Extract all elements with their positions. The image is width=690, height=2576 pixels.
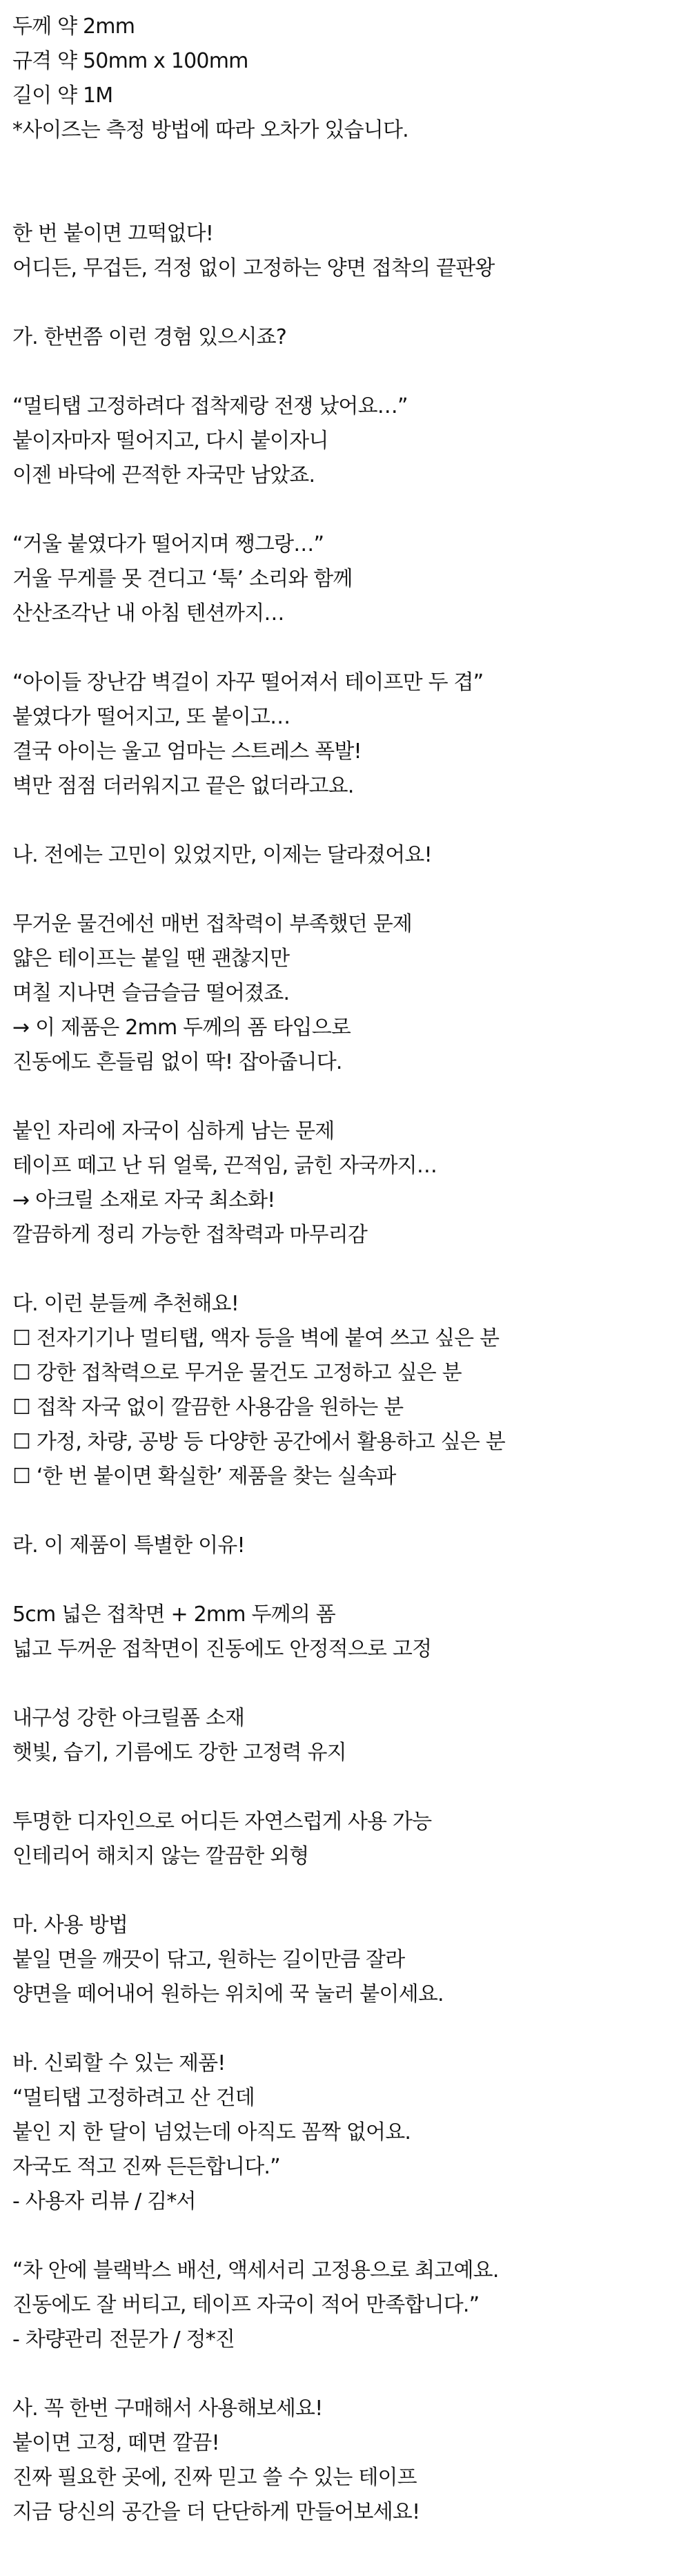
text-line: “아이들 장난감 벽걸이 자꾸 떨어져서 테이프만 두 겹” <box>12 670 484 695</box>
text-line: 벽만 점점 더러워지고 끝은 없더라고요. <box>12 774 354 798</box>
text-line: 어디든, 무겁든, 걱정 없이 고정하는 양면 접착의 끝판왕 <box>12 256 495 280</box>
text-line: 5cm 넓은 접착면 + 2mm 두께의 폼 <box>12 1602 335 1627</box>
blank-line <box>12 873 690 907</box>
text-line: 깔끔하게 정리 가능한 접착력과 마무리감 <box>12 1223 368 1247</box>
text-line: 햇빛, 습기, 기름에도 강한 고정력 유지 <box>12 1741 346 1765</box>
blank-line <box>12 1252 690 1287</box>
blank-line <box>12 355 690 389</box>
text-line: ☐ 가정, 차량, 공방 등 다양한 공간에서 활용하고 싶은 분 <box>12 1430 505 1454</box>
text-line: 내구성 강한 아크릴폼 소재 <box>12 1706 245 1730</box>
text-line: 바. 신뢰할 수 있는 제품! <box>12 2051 226 2075</box>
text-line: 다. 이런 분들께 추천해요! <box>12 1292 239 1316</box>
text-line: - 사용자 리뷰 / 김*서 <box>12 2189 196 2214</box>
text-line: 마. 사용 방법 <box>12 1913 128 1937</box>
text-line: ☐ ‘한 번 붙이면 확실한’ 제품을 찾는 실속파 <box>12 1464 396 1489</box>
text-line: 투명한 디자인으로 어디든 자연스럽게 사용 가능 <box>12 1810 432 1834</box>
text-line: 길이 약 1M <box>12 84 113 108</box>
blank-line <box>12 182 690 217</box>
text-line: 붙이자마자 떨어지고, 다시 붙이자니 <box>12 429 328 453</box>
blank-line <box>12 804 690 838</box>
text-line: 넓고 두꺼운 접착면이 진동에도 안정적으로 고정 <box>12 1637 432 1661</box>
text-line: 붙인 지 한 달이 넘었는데 아직도 꼼짝 없어요. <box>12 2120 411 2144</box>
text-line: 진동에도 흔들림 없이 딱! 잡아줍니다. <box>12 1050 342 1074</box>
text-line: “멀티탭 고정하려다 접착제랑 전쟁 났어요…” <box>12 394 408 418</box>
text-line: 테이프 떼고 난 뒤 얼룩, 끈적임, 긁힌 자국까지… <box>12 1154 437 1178</box>
text-line: - 차량관리 전문가 / 정*진 <box>12 2327 235 2352</box>
text-line: ☐ 전자기기나 멀티탭, 액자 등을 벽에 붙여 쓰고 싶은 분 <box>12 1326 500 1350</box>
blank-line <box>12 2357 690 2392</box>
text-line: 지금 당신의 공간을 더 단단하게 만들어보세요! <box>12 2500 420 2524</box>
text-line: 얇은 테이프는 붙일 땐 괜찮지만 <box>12 947 290 971</box>
text-line: 며칠 지나면 슬금슬금 떨어졌죠. <box>12 981 290 1005</box>
text-line: 붙일 면을 깨끗이 닦고, 원하는 길이만큼 잘라 <box>12 1948 405 1972</box>
text-line: 한 번 붙이면 끄떡없다! <box>12 222 214 246</box>
text-line: 자국도 적고 진짜 든든합니다.” <box>12 2155 280 2179</box>
text-line: “멀티탭 고정하려고 산 건데 <box>12 2086 255 2110</box>
text-line: 나. 전에는 고민이 있었지만, 이제는 달라졌어요! <box>12 843 432 867</box>
text-line: “차 안에 블랙박스 배선, 액세서리 고정용으로 최고예요. <box>12 2258 499 2283</box>
text-line: 거울 무게를 못 견디고 ‘툭’ 소리와 함께 <box>12 567 353 591</box>
text-line: → 아크릴 소재로 자국 최소화! <box>12 1188 275 1212</box>
blank-line <box>12 2012 690 2046</box>
text-line: ☐ 접착 자국 없이 깔끔한 사용감을 원하는 분 <box>12 1395 404 1420</box>
text-line: 라. 이 제품이 특별한 이유! <box>12 1533 245 1558</box>
text-line: 사. 꼭 한번 구매해서 사용해보세요! <box>12 2396 323 2421</box>
text-line: → 이 제품은 2mm 두께의 폼 타입으로 <box>12 1016 351 1040</box>
blank-line <box>12 1770 690 1805</box>
text-line: 규격 약 50mm x 100mm <box>12 49 248 73</box>
text-line: 진동에도 잘 버티고, 테이프 자국이 적어 만족합니다.” <box>12 2293 480 2317</box>
blank-line <box>12 1080 690 1114</box>
text-line: 붙이면 고정, 떼면 깔끔! <box>12 2431 219 2455</box>
blank-line <box>12 1874 690 1908</box>
text-line: 인테리어 해치지 않는 깔끔한 외형 <box>12 1844 309 1868</box>
text-line: 이젠 바닥에 끈적한 자국만 남았죠. <box>12 463 315 487</box>
text-line: 결국 아이는 울고 엄마는 스트레스 폭발! <box>12 739 362 764</box>
text-line: “거울 붙였다가 떨어지며 쨍그랑…” <box>12 532 324 556</box>
blank-line <box>12 631 690 666</box>
blank-line <box>12 1494 690 1529</box>
blank-line <box>12 286 690 320</box>
text-line: ☐ 강한 접착력으로 무거운 물건도 고정하고 싶은 분 <box>12 1361 462 1385</box>
blank-line <box>12 1667 690 1701</box>
text-line: 붙인 자리에 자국이 심하게 남는 문제 <box>12 1119 335 1143</box>
text-line: 진짜 필요한 곳에, 진짜 믿고 쓸 수 있는 테이프 <box>12 2466 417 2490</box>
blank-line <box>12 148 690 182</box>
text-line: 무거운 물건에선 매번 접착력이 부족했던 문제 <box>12 912 413 936</box>
blank-line <box>12 493 690 527</box>
text-line: 두께 약 2mm <box>12 14 135 39</box>
text-line: *사이즈는 측정 방법에 따라 오차가 있습니다. <box>12 118 408 142</box>
blank-line <box>12 2219 690 2254</box>
text-line: 산산조각난 내 아침 텐션까지… <box>12 601 284 626</box>
text-line: 붙였다가 떨어지고, 또 붙이고… <box>12 705 290 729</box>
text-line: 양면을 떼어내어 원하는 위치에 꾹 눌러 붙이세요. <box>12 1982 444 2006</box>
blank-line <box>12 1563 690 1598</box>
text-line: 가. 한번쯤 이런 경험 있으시죠? <box>12 325 286 349</box>
